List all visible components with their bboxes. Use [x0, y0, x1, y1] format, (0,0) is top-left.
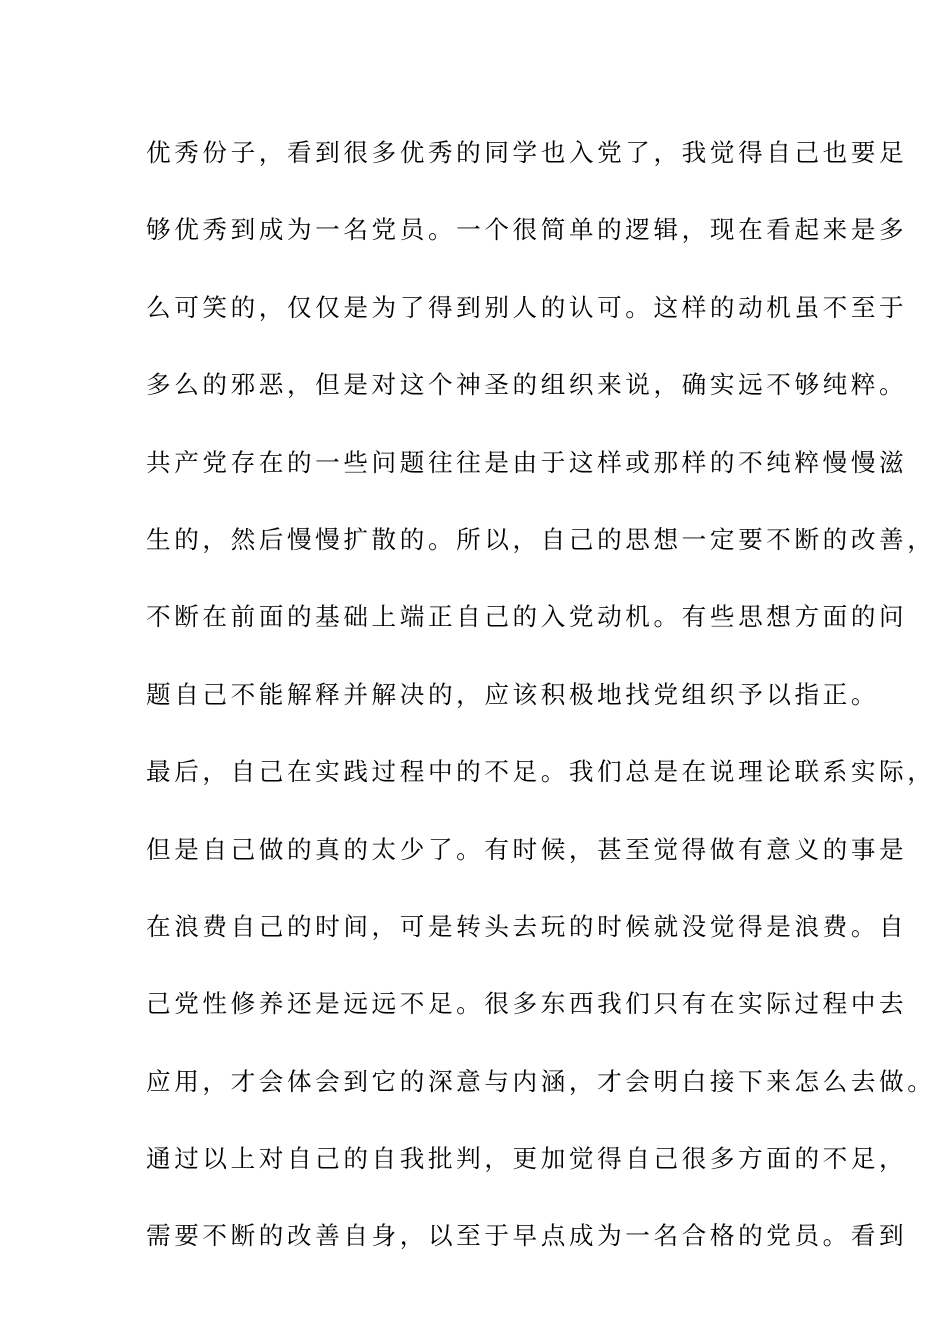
text-line: 通过以上对自己的自我批判，更加觉得自己很多方面的不足， — [146, 1144, 908, 1174]
text-line: 够优秀到成为一名党员。一个很简单的逻辑，现在看起来是多 — [146, 215, 908, 245]
text-line: 题自己不能解释并解决的，应该积极地找党组织予以指正。 — [146, 679, 880, 709]
text-line: 应用，才会体会到它的深意与内涵，才会明白接下来怎么去做。 — [146, 1066, 936, 1096]
body-text — [146, 131, 936, 1292]
text-line: 生的，然后慢慢扩散的。所以，自己的思想一定要不断的改善， — [146, 524, 936, 554]
text-line: 么可笑的，仅仅是为了得到别人的认可。这样的动机虽不至于 — [146, 292, 908, 322]
text-line: 需要不断的改善自身，以至于早点成为一名合格的党员。看到 — [146, 1221, 908, 1251]
text-line: 优秀份子，看到很多优秀的同学也入党了，我觉得自己也要足 — [146, 138, 908, 167]
text-line: 不断在前面的基础上端正自己的入党动机。有些思想方面的问 — [146, 602, 908, 632]
text-line: 但是自己做的真的太少了。有时候，甚至觉得做有意义的事是 — [146, 834, 908, 864]
text-line: 多么的邪恶，但是对这个神圣的组织来说，确实远不够纯粹。 — [146, 370, 908, 400]
text-line: 在浪费自己的时间，可是转头去玩的时候就没觉得是浪费。自 — [146, 911, 908, 941]
text-line: 共产党存在的一些问题往往是由于这样或那样的不纯粹慢慢滋 — [146, 447, 908, 477]
text-line: 最后，自己在实践过程中的不足。我们总是在说理论联系实际， — [146, 757, 936, 787]
text-line: 己党性修养还是远远不足。很多东西我们只有在实际过程中去 — [146, 989, 908, 1019]
